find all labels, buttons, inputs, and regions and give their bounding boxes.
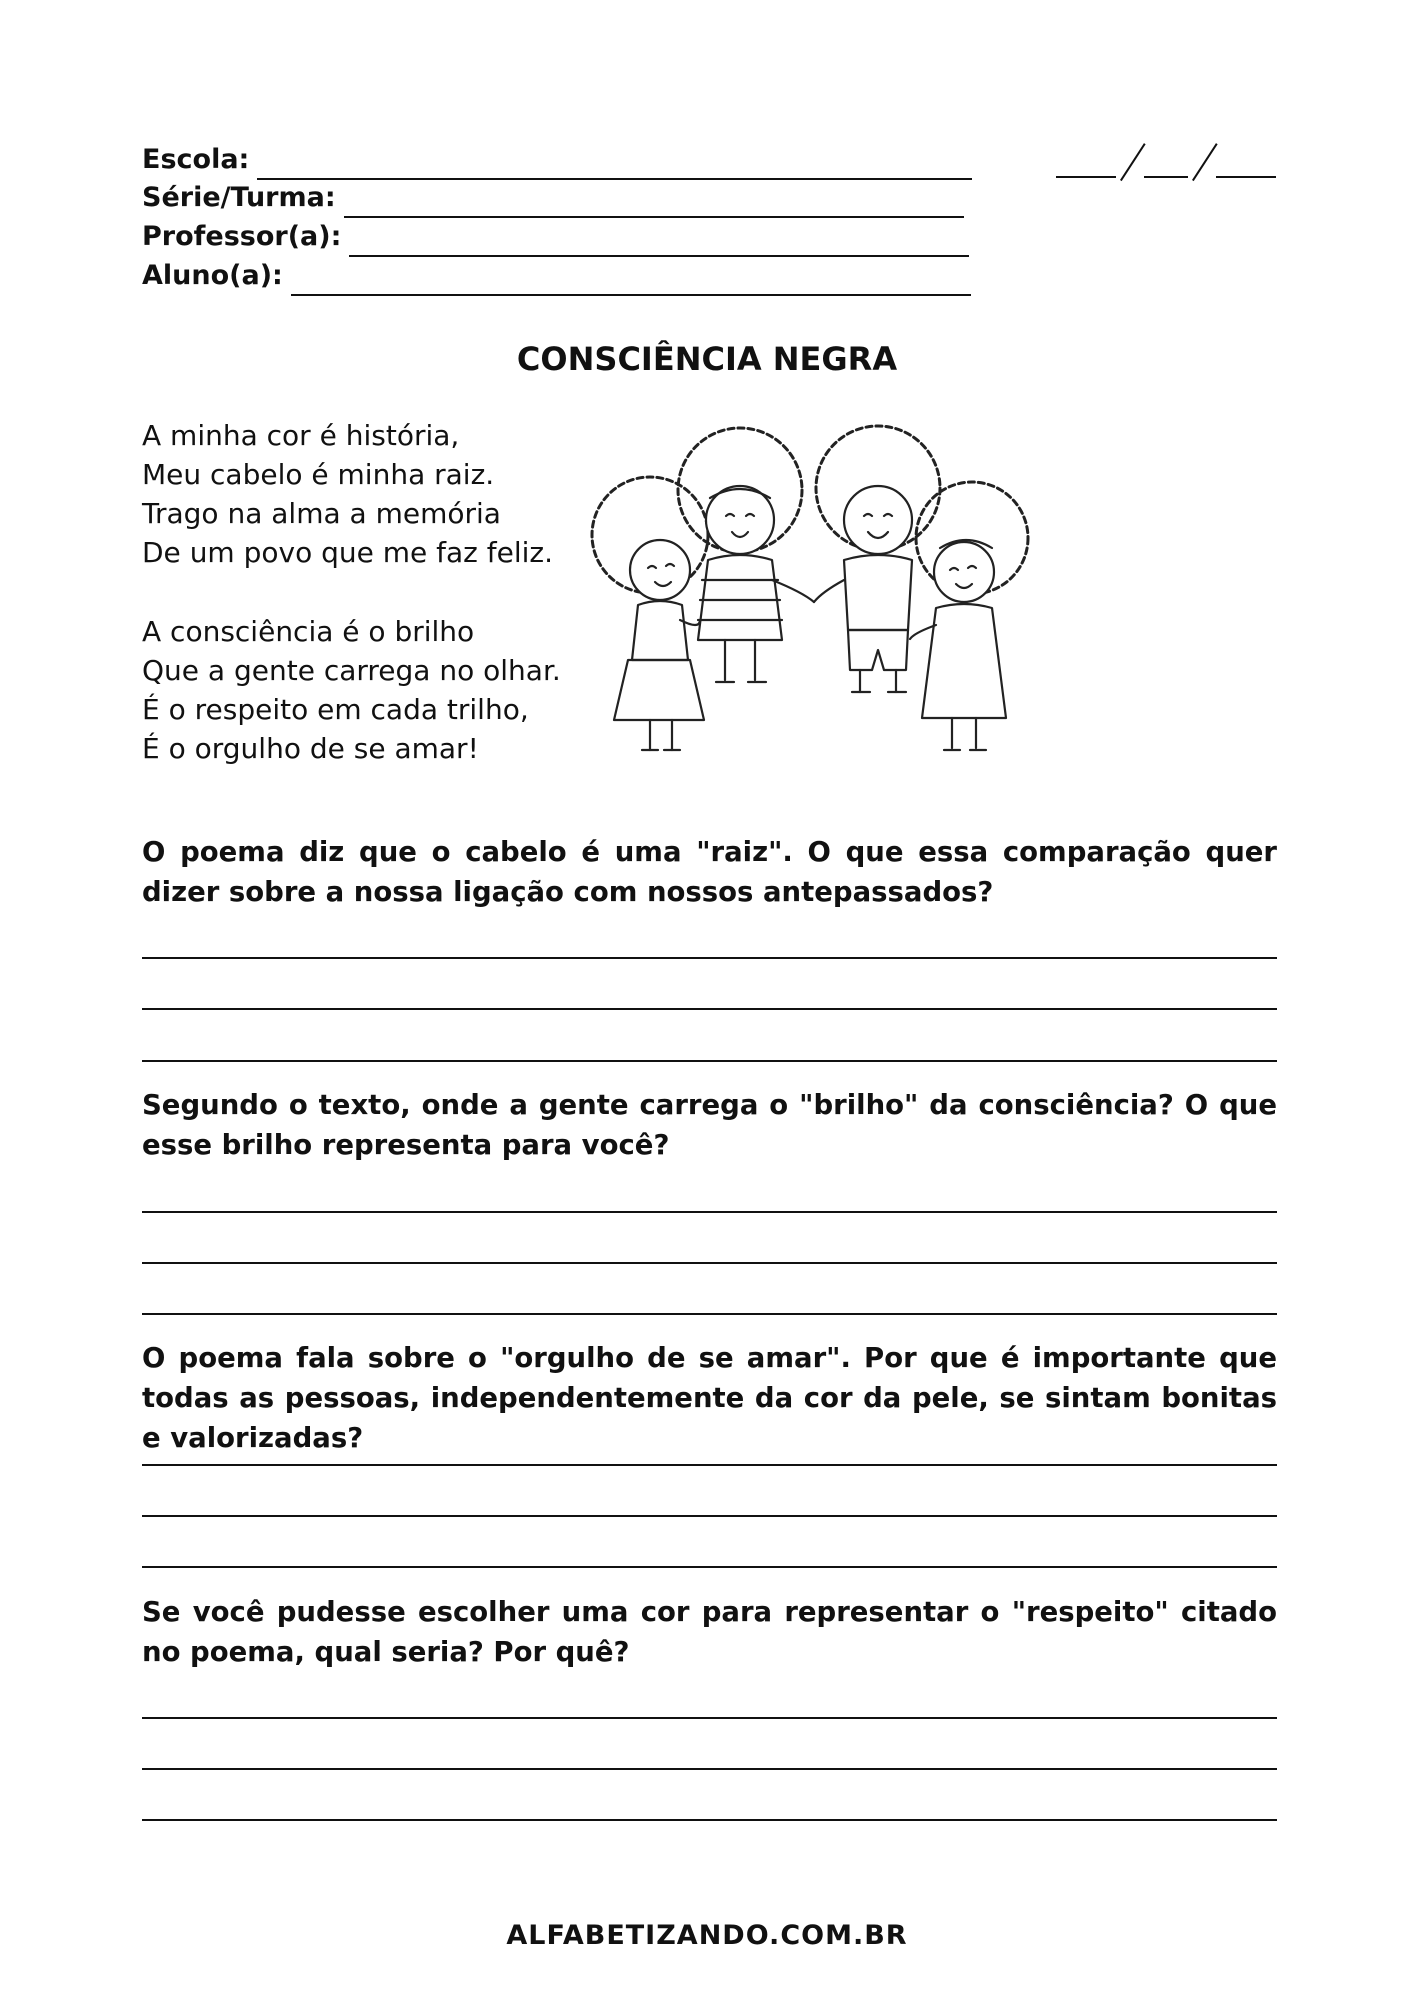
answer-line[interactable] <box>142 957 1277 959</box>
grade-input-line[interactable] <box>344 188 964 218</box>
answer-line[interactable] <box>142 1211 1277 1213</box>
date-month-line <box>1144 176 1188 178</box>
page-title: CONSCIÊNCIA NEGRA <box>516 340 898 378</box>
date-day-line <box>1056 176 1116 178</box>
poem-line: Meu cabelo é minha raiz. <box>142 458 495 491</box>
poem-line: A consciência é o brilho <box>142 615 475 648</box>
question-2: Segundo o texto, onde a gente carrega o "brilho" da consciência? O que esse brilho representa para você? <box>142 1089 1277 1161</box>
poem-line: De um povo que me faz feliz. <box>142 536 554 569</box>
child-figure <box>592 477 708 750</box>
answer-line[interactable] <box>142 1262 1277 1264</box>
answer-line[interactable] <box>142 1313 1277 1315</box>
answer-line[interactable] <box>142 1515 1277 1517</box>
answer-line[interactable] <box>142 1566 1277 1568</box>
poem-line: É o respeito em cada trilho, <box>142 693 529 726</box>
poem-line: Trago na alma a memória <box>142 497 501 530</box>
school-field-row <box>142 140 972 180</box>
grade-label: Série/Turma: <box>142 182 336 213</box>
answer-line[interactable] <box>142 1464 1277 1466</box>
date-year-line <box>1216 176 1276 178</box>
date-field[interactable] <box>1056 138 1276 182</box>
date-slash <box>1192 143 1218 181</box>
site-footer: ALFABETIZANDO.COM.BR <box>506 1920 908 1951</box>
poem-line: A minha cor é história, <box>142 419 460 452</box>
poem-stanza-2 <box>142 612 561 768</box>
grade-field-row <box>142 178 964 218</box>
student-field-row <box>142 256 971 296</box>
answer-line[interactable] <box>142 1008 1277 1010</box>
teacher-input-line[interactable] <box>349 227 969 257</box>
student-label: Aluno(a): <box>142 260 283 291</box>
question-1: O poema diz que o cabelo é uma "raiz". O que essa comparação quer dizer sobre a nossa ligação com nossos antepassados? <box>142 836 1277 908</box>
school-input-line[interactable] <box>257 150 972 180</box>
date-slash <box>1120 143 1146 181</box>
question-4: Se você pudesse escolher uma cor para representar o "respeito" citado no poema, qual seria? Por quê? <box>142 1596 1277 1668</box>
poem-stanza-1 <box>142 416 553 572</box>
poem-line: Que a gente carrega no olhar. <box>142 654 561 687</box>
teacher-field-row <box>142 217 969 257</box>
teacher-label: Professor(a): <box>142 221 342 252</box>
children-holding-hands-illustration <box>560 420 1060 780</box>
question-3: O poema fala sobre o "orgulho de se amar". Por que é importante que todas as pessoas, independentemente da cor da pele, se sintam bonitas e valorizadas? <box>142 1342 1277 1454</box>
school-label: Escola: <box>142 144 250 175</box>
child-figure <box>678 428 814 682</box>
child-figure <box>910 482 1028 750</box>
answer-line[interactable] <box>142 1768 1277 1770</box>
answer-line[interactable] <box>142 1819 1277 1821</box>
student-input-line[interactable] <box>291 266 971 296</box>
poem-line: É o orgulho de se amar! <box>142 732 479 765</box>
answer-line[interactable] <box>142 1060 1277 1062</box>
answer-line[interactable] <box>142 1717 1277 1719</box>
